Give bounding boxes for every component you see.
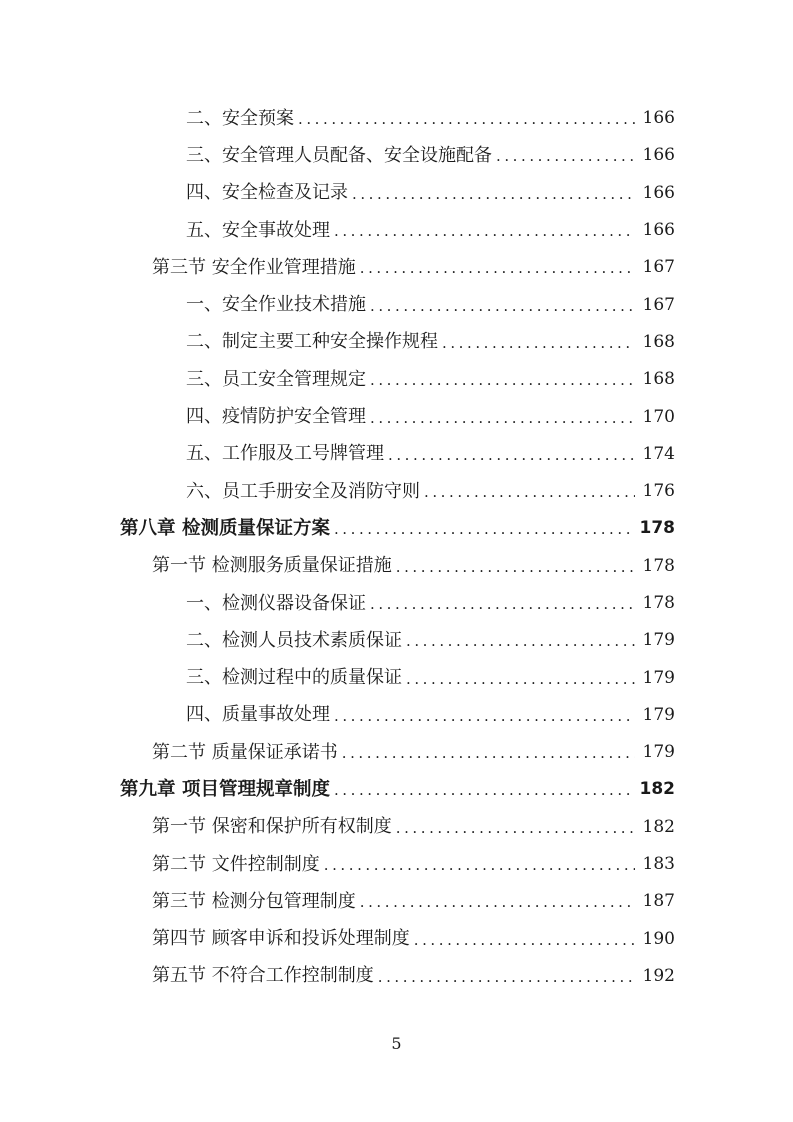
toc-entry-title: 三、安全管理人员配备、安全设施配备 (186, 147, 496, 165)
toc-entry-page: 174 (635, 446, 675, 463)
toc-entry-section[interactable] (120, 921, 675, 958)
toc-entry-item[interactable] (120, 137, 675, 174)
toc-entry-title: 五、工作服及工号牌管理 (186, 445, 388, 463)
toc-dot-leader (334, 520, 632, 537)
toc-entry-title: 第五节 不符合工作控制制度 (152, 967, 378, 985)
table-of-contents (120, 100, 675, 995)
toc-entry-item[interactable] (120, 398, 675, 435)
toc-entry-item[interactable] (120, 585, 675, 622)
toc-entry-page: 167 (635, 259, 675, 276)
toc-entry-page: 178 (632, 520, 676, 537)
toc-entry-title: 第二节 质量保证承诺书 (152, 744, 342, 762)
toc-dot-leader (334, 781, 632, 798)
toc-dot-leader (370, 595, 635, 612)
toc-dot-leader (424, 483, 635, 500)
toc-entry-page: 179 (635, 744, 675, 761)
toc-entry-page: 187 (635, 893, 675, 910)
toc-entry-item[interactable] (120, 436, 675, 473)
toc-dot-leader (370, 297, 635, 314)
toc-entry-title: 一、安全作业技术措施 (186, 296, 370, 314)
toc-dot-leader (414, 931, 635, 948)
toc-entry-title: 第一节 检测服务质量保证措施 (152, 557, 396, 575)
toc-dot-leader (406, 632, 635, 649)
toc-entry-title: 二、安全预案 (186, 110, 298, 128)
toc-entry-title: 第二节 文件控制制度 (152, 856, 324, 874)
toc-entry-page: 182 (632, 781, 676, 798)
toc-entry-page: 179 (635, 632, 675, 649)
toc-entry-title: 四、安全检查及记录 (186, 184, 352, 202)
toc-entry-section[interactable] (120, 883, 675, 920)
toc-dot-leader (378, 968, 635, 985)
toc-dot-leader (360, 259, 635, 276)
toc-entry-title: 四、疫情防护安全管理 (186, 408, 370, 426)
toc-entry-page: 192 (635, 968, 675, 985)
toc-entry-title: 第一节 保密和保护所有权制度 (152, 818, 396, 836)
toc-entry-page: 166 (635, 185, 675, 202)
toc-entry-page: 178 (635, 595, 675, 612)
toc-entry-section[interactable] (120, 249, 675, 286)
toc-dot-leader (370, 409, 635, 426)
toc-entry-page: 179 (635, 707, 675, 724)
toc-entry-page: 178 (635, 558, 675, 575)
toc-entry-title: 第四节 顾客申诉和投诉处理制度 (152, 930, 414, 948)
toc-entry-title: 一、检测仪器设备保证 (186, 595, 370, 613)
toc-entry-page: 179 (635, 670, 675, 687)
toc-entry-title: 第三节 安全作业管理措施 (152, 259, 360, 277)
toc-entry-chapter[interactable] (120, 510, 675, 547)
toc-dot-leader (342, 744, 635, 761)
toc-entry-title: 第三节 检测分包管理制度 (152, 893, 360, 911)
toc-dot-leader (324, 856, 635, 873)
toc-entry-section[interactable] (120, 548, 675, 585)
toc-entry-page: 183 (635, 856, 675, 873)
toc-entry-page: 166 (635, 222, 675, 239)
toc-dot-leader (388, 446, 635, 463)
toc-entry-chapter[interactable] (120, 771, 675, 808)
toc-entry-title: 六、员工手册安全及消防守则 (186, 483, 424, 501)
toc-entry-page: 167 (635, 297, 675, 314)
toc-entry-section[interactable] (120, 846, 675, 883)
toc-dot-leader (334, 707, 635, 724)
toc-entry-title: 四、质量事故处理 (186, 706, 334, 724)
toc-entry-title: 三、检测过程中的质量保证 (186, 669, 406, 687)
toc-dot-leader (360, 893, 635, 910)
toc-dot-leader (352, 185, 635, 202)
toc-entry-item[interactable] (120, 473, 675, 510)
toc-entry-item[interactable] (120, 175, 675, 212)
toc-entry-item[interactable] (120, 212, 675, 249)
toc-entry-item[interactable] (120, 100, 675, 137)
toc-entry-item[interactable] (120, 324, 675, 361)
toc-entry-title: 二、检测人员技术素质保证 (186, 632, 406, 650)
toc-entry-title: 五、安全事故处理 (186, 222, 334, 240)
toc-entry-item[interactable] (120, 659, 675, 696)
toc-entry-item[interactable] (120, 361, 675, 398)
toc-entry-item[interactable] (120, 286, 675, 323)
toc-entry-title: 三、员工安全管理规定 (186, 371, 370, 389)
toc-dot-leader (406, 670, 635, 687)
toc-entry-section[interactable] (120, 734, 675, 771)
toc-entry-page: 168 (635, 334, 675, 351)
toc-dot-leader (298, 110, 635, 127)
toc-entry-section[interactable] (120, 958, 675, 995)
toc-entry-title: 二、制定主要工种安全操作规程 (186, 333, 442, 351)
toc-entry-page: 168 (635, 371, 675, 388)
toc-entry-title: 第八章 检测质量保证方案 (120, 520, 334, 539)
toc-entry-section[interactable] (120, 809, 675, 846)
toc-entry-item[interactable] (120, 622, 675, 659)
page-number: 5 (391, 1034, 402, 1053)
toc-entry-title: 第九章 项目管理规章制度 (120, 781, 334, 800)
toc-entry-page: 182 (635, 819, 675, 836)
toc-dot-leader (442, 334, 635, 351)
toc-dot-leader (396, 819, 635, 836)
toc-entry-item[interactable] (120, 697, 675, 734)
toc-entry-page: 190 (635, 931, 675, 948)
toc-dot-leader (334, 222, 635, 239)
toc-entry-page: 170 (635, 409, 675, 426)
toc-entry-page: 176 (635, 483, 675, 500)
toc-dot-leader (396, 558, 635, 575)
toc-entry-page: 166 (635, 110, 675, 127)
toc-dot-leader (370, 371, 635, 388)
toc-entry-page: 166 (635, 147, 675, 164)
toc-dot-leader (496, 147, 635, 164)
